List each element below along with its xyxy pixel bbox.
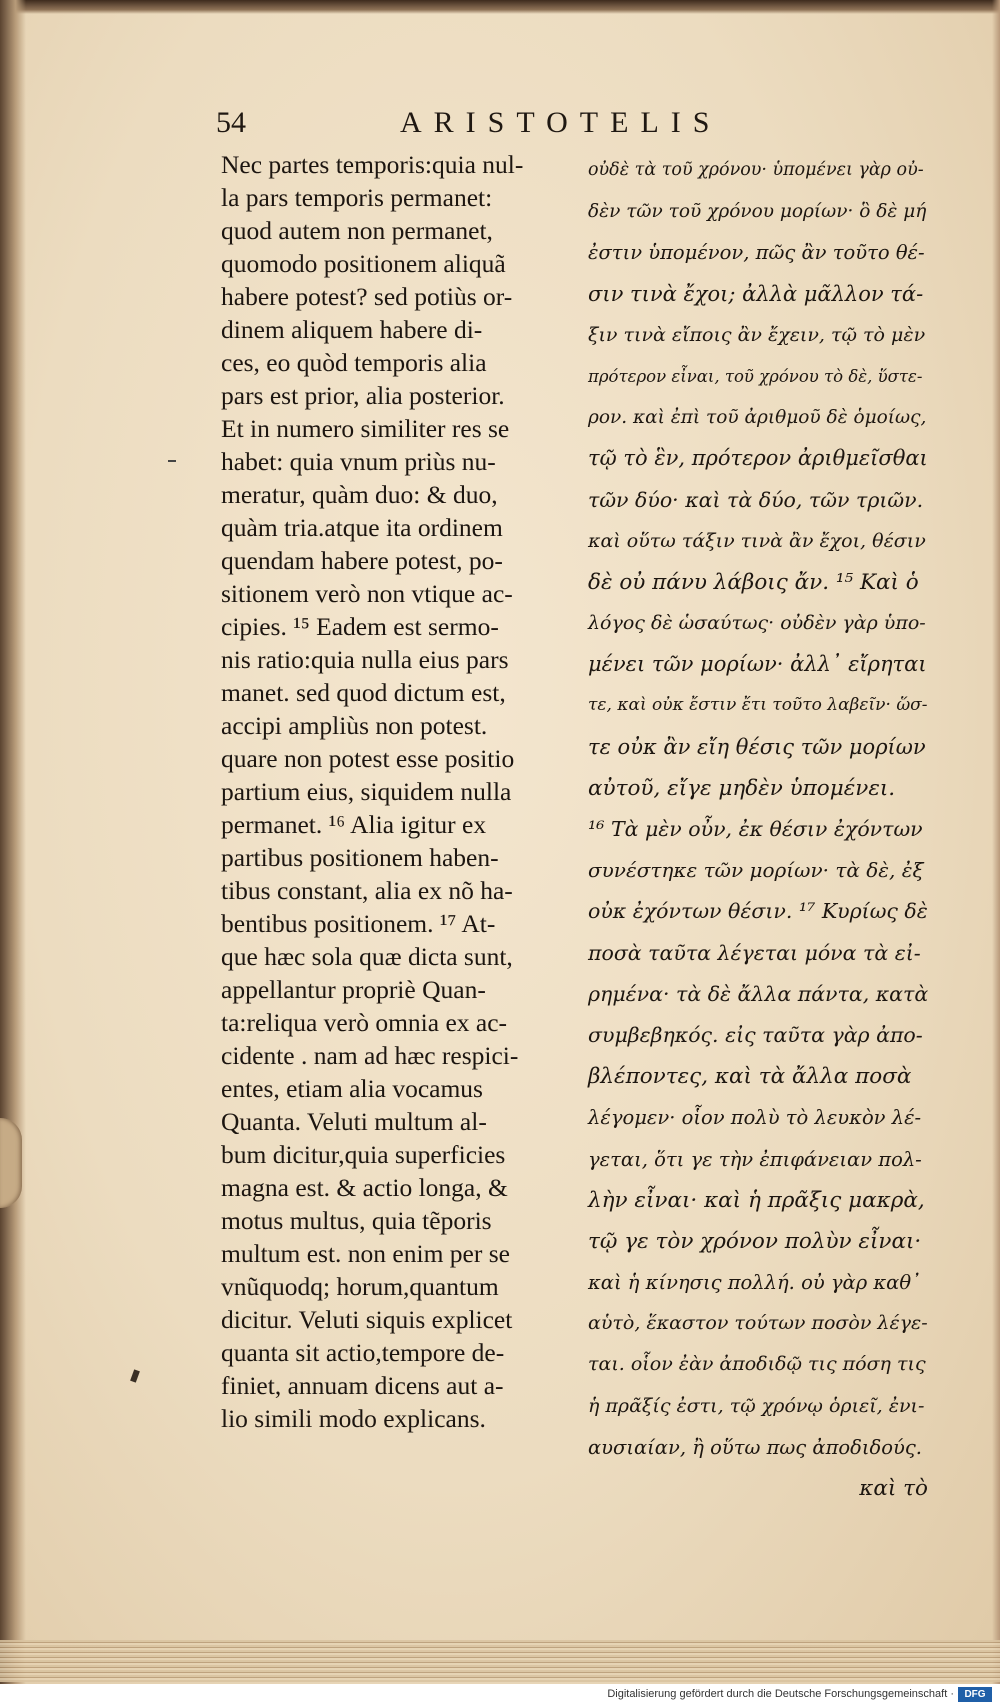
greek-line: λὴν εἶναι· καὶ ἡ πρᾶξις μακρὰ, [588,1187,925,1213]
greek-line: οὐδὲ τὰ τοῦ χρόνου· ὑπομένει γὰρ οὐ- [588,160,924,180]
latin-line: multum est. non enim per se [221,1239,510,1268]
greek-line: αυσιαίαν, ἢ οὕτω πως ἀποδιδούς. [588,1435,922,1459]
latin-line: partibus positionem haben- [221,843,499,872]
latin-line: habet: quia vnum priùs nu- [221,447,496,476]
greek-line: ξιν τινὰ εἴποις ἂν ἔχειν, τῷ τὸ μὲν [588,323,926,346]
latin-line: sitionem verò non vtique ac- [221,579,513,608]
latin-line: dicitur. Veluti siquis explicet [221,1305,513,1334]
greek-line: ρον. καὶ ἐπὶ τοῦ ἀριθμοῦ δὲ ὁμοίως, [588,407,927,429]
greek-line: βλέποντες, καὶ τὰ ἄλλα ποσὰ [588,1064,912,1090]
latin-line: ces, eo quòd temporis alia [221,348,487,377]
greek-line: ¹⁶ Τὰ μὲν οὖν, ἐκ θέσιν ἐχόντων [588,817,923,841]
latin-line: lio simili modo explicans. [221,1404,486,1433]
greek-line: συνέστηκε τῶν μορίων· τὰ δὲ, ἐξ [588,858,924,883]
greek-line: συμβεβηκός. εἰς ταῦτα γὰρ ἀπο- [588,1022,923,1047]
greek-line: ται. οἷον ἐὰν ἀποδιδῷ τις πόση τις [588,1353,926,1376]
latin-line: meratur, quàm duo: & duo, [221,480,498,509]
latin-line: motus multus, quia tẽporis [221,1206,492,1235]
greek-line: δὲ οὐ πάνυ λάβοις ἄν. ¹⁵ Καὶ ὁ [588,569,919,595]
greek-column [588,150,928,1509]
greek-line: τῷ γε τὸν χρόνον πολὺν εἶναι· [588,1228,922,1254]
greek-line: τε οὐκ ἂν εἴη θέσις τῶν μορίων [588,734,926,759]
greek-line: καὶ τὸ [859,1476,928,1501]
latin-line: permanet. ¹⁶ Alia igitur ex [221,810,487,839]
latin-line: Et in numero similiter res se [221,414,510,443]
latin-line: bum dicitur,quia superficies [221,1140,506,1169]
greek-line: τῷ τὸ ἓν, πρότερον ἀριθμεῖσθαι [588,446,928,471]
greek-line: δὲν τῶν τοῦ χρόνου μορίων· ὃ δὲ μή [588,201,927,223]
latin-line: finiet, annuam dicens aut a- [221,1371,504,1400]
latin-line: bentibus positionem. ¹⁷ At- [221,909,496,938]
greek-line: ἡ πρᾶξίς ἐστι, τῷ χρόνῳ ὁριεῖ, ἐνι- [588,1394,925,1417]
latin-line: quod autem non permanet, [221,216,493,245]
page-gutter-edge [0,0,26,1706]
greek-line: τε, καὶ οὐκ ἔστιν ἔτι τοῦτο λαβεῖν· ὥσ- [588,695,928,716]
running-head: ARISTOTELIS [400,106,722,139]
latin-line: pars est prior, alia posterior. [221,381,505,410]
latin-line: la pars temporis permanet: [221,183,493,212]
latin-line: que hæc sola quæ dicta sunt, [221,942,513,971]
greek-line: ρημένα· τὰ δὲ ἄλλα πάντα, κατὰ [588,981,929,1006]
greek-line: ἐστιν ὑπομένον, πῶς ἂν τοῦτο θέ- [588,241,925,265]
latin-line: quendam habere potest, po- [221,546,503,575]
greek-line: οὐκ ἐχόντων θέσιν. ¹⁷ Κυρίως δὲ [588,899,928,924]
page-stack-edge [0,1640,1000,1682]
greek-line: καὶ οὕτω τάξιν τινὰ ἂν ἔχοι, θέσιν [588,529,926,552]
greek-line: αὐτοῦ, εἴγε μηδὲν ὑπομένει. [588,775,896,801]
greek-line: καὶ ἡ κίνησις πολλή. οὐ γὰρ καθ᾽ [588,1271,921,1295]
latin-line: cipies. ¹⁵ Eadem est sermo- [221,612,499,641]
greek-line: μένει τῶν μορίων· ἀλλ᾽ εἴρηται [588,652,927,677]
page-top-edge [0,0,1000,14]
latin-line: ta:reliqua verò omnia ex ac- [221,1008,508,1037]
latin-line: tibus constant, alia ex nõ ha- [221,876,513,905]
greek-line: αὑτὸ, ἕκαστον τούτων ποσὸν λέγε- [588,1312,928,1335]
greek-line: λόγος δὲ ὡσαύτως· οὐδὲν γὰρ ὑπο- [588,612,926,635]
latin-line: nis ratio:quia nulla eius pars [221,645,509,674]
ink-spot [130,1369,140,1382]
latin-column [221,148,561,1435]
dfg-logo-badge: DFG [958,1687,992,1702]
latin-line: cidente . nam ad hæc respici- [221,1041,519,1070]
latin-line: quare non potest esse positio [221,744,515,773]
latin-line: dinem aliquem habere di- [221,315,483,344]
latin-line: manet. sed quod dictum est, [221,678,506,707]
greek-line: τῶν δύο· καὶ τὰ δύο, τῶν τριῶν. [588,487,924,512]
latin-line: partium eius, siquidem nulla [221,777,512,806]
greek-line: ποσὰ ταῦτα λέγεται μόνα τὰ εἰ- [588,940,921,965]
greek-line: γεται, ὅτι γε τὴν ἐπιφάνειαν πολ- [588,1147,922,1171]
latin-line: quomodo positionem aliquã [221,249,506,278]
binding-clasp [0,1118,22,1208]
latin-line: magna est. & actio longa, & [221,1173,508,1202]
page-right-edge [992,0,1000,1706]
latin-line: quàm tria.atque ita ordinem [221,513,503,542]
latin-line: vnũquodq; horum,quantum [221,1272,499,1301]
greek-line: σιν τινὰ ἔχοι; ἀλλὰ μᾶλλον τά- [588,281,924,306]
latin-line: entes, etiam alia vocamus [221,1074,483,1103]
greek-line: λέγομεν· οἷον πολὺ τὸ λευκὸν λέ- [588,1106,922,1130]
greek-line: πρότερον εἶναι, τοῦ χρόνου τὸ δὲ, ὕστε- [588,366,923,386]
page-number: 54 [216,106,246,139]
margin-mark [168,460,176,462]
latin-line: Quanta. Veluti multum al- [221,1107,487,1136]
latin-line: Nec partes temporis:quia nul- [221,150,524,179]
latin-line: habere potest? sed potiùs or- [221,282,513,311]
latin-line: appellantur propriè Quan- [221,975,486,1004]
digitization-credit: Digitalisierung gefördert durch die Deutsche Forschungsgemeinschaft · [607,1688,954,1700]
latin-line: accipi ampliùs non potest. [221,711,488,740]
latin-line: quanta sit actio,tempore de- [221,1338,505,1367]
